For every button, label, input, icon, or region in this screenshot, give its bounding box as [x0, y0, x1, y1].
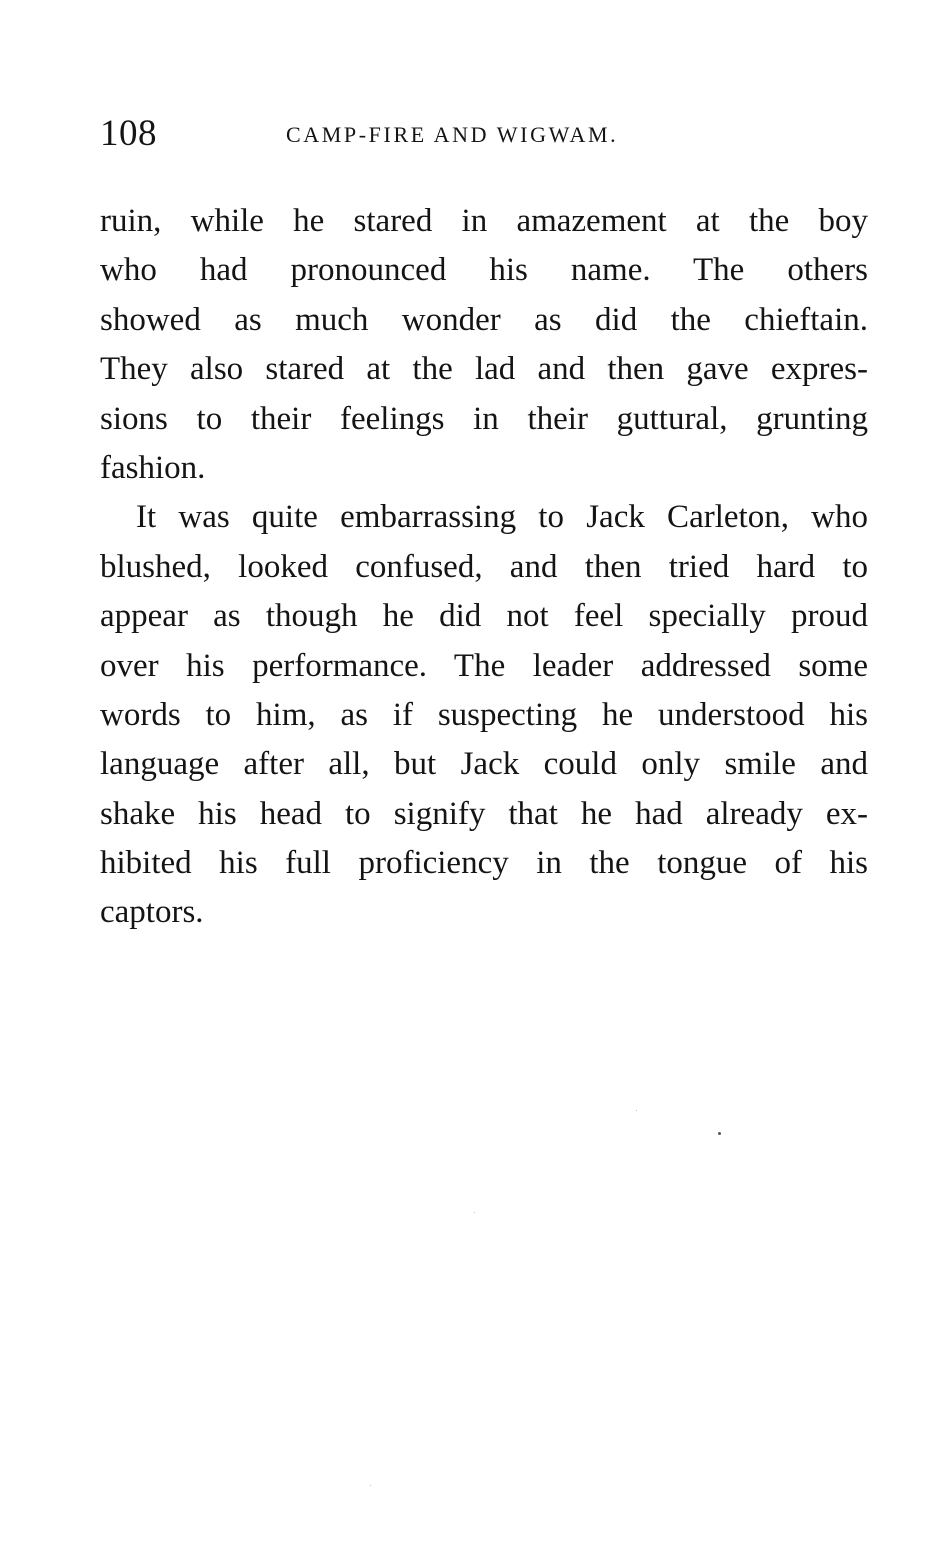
- scan-speck: [474, 1212, 475, 1213]
- text-line: It was quite embarrassing to Jack Carleton, who: [136, 499, 868, 536]
- text-line: ruin, while he stared in amazement at the boy: [100, 203, 868, 239]
- text-line: They also stared at the lad and then gave expres-: [100, 351, 868, 388]
- scan-speck: [718, 1132, 721, 1135]
- body-text: [100, 197, 868, 938]
- text-line: showed as much wonder as did the chieftain.: [100, 301, 868, 338]
- text-line: captors.: [100, 894, 204, 931]
- page-header: [100, 112, 868, 156]
- paragraph-2: [100, 493, 868, 938]
- text-line: words to him, as if suspecting he understood his: [100, 696, 868, 733]
- running-head: CAMP-FIRE AND WIGWAM.: [286, 122, 619, 147]
- text-line: blushed, looked confused, and then tried hard to: [100, 548, 868, 585]
- text-line: fashion.: [100, 449, 206, 486]
- text-line: language after all, but Jack could only smile and: [100, 746, 868, 783]
- text-line: who had pronounced his name. The others: [100, 252, 868, 289]
- text-line: shake his head to signify that he had already ex-: [100, 795, 868, 832]
- paragraph-1: [100, 197, 868, 493]
- scan-speck: [370, 1485, 371, 1486]
- text-line: over his performance. The leader addressed some: [100, 647, 868, 684]
- scan-speck: [636, 1110, 637, 1111]
- text-line: sions to their feelings in their guttural, grunting: [100, 400, 868, 437]
- text-line: hibited his full proficiency in the tongue of his: [100, 845, 868, 882]
- text-line: appear as though he did not feel specially proud: [100, 598, 868, 635]
- page-number: 108: [100, 113, 157, 154]
